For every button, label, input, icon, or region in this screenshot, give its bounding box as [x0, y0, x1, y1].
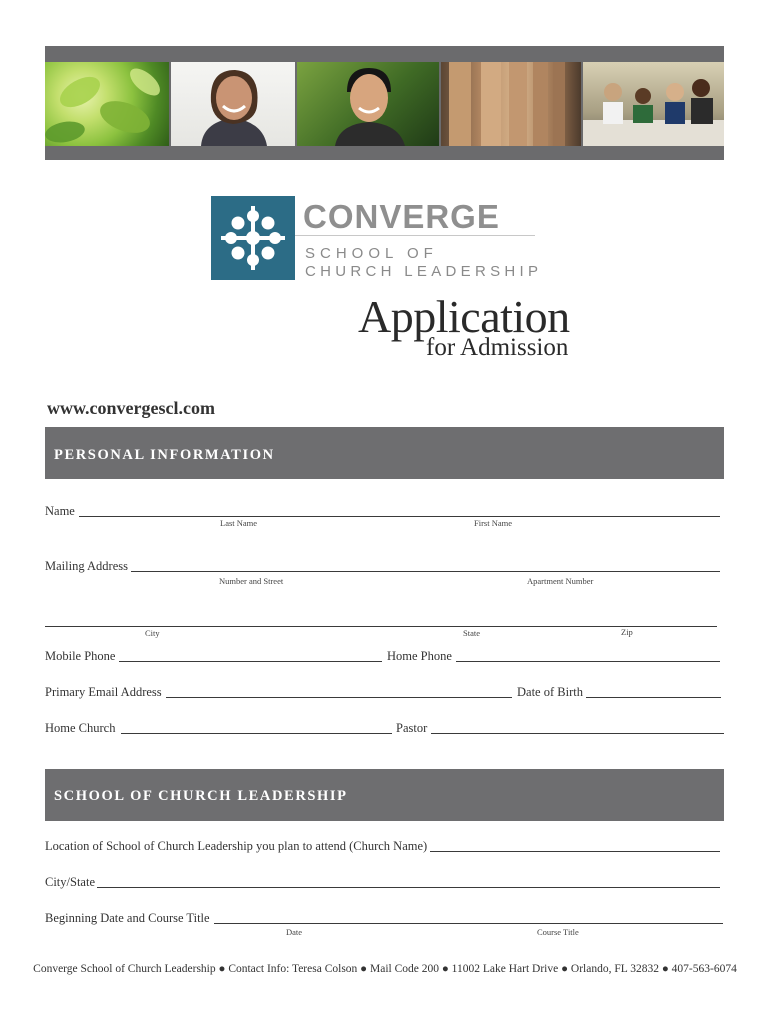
- first-name-caption: First Name: [474, 518, 513, 528]
- smiling-woman-photo: [171, 62, 295, 146]
- mailing-address-label: Mailing Address: [45, 559, 128, 573]
- zip-caption: Zip: [621, 627, 633, 637]
- date-of-birth-label: Date of Birth: [517, 685, 583, 699]
- date-of-birth-field[interactable]: [586, 697, 721, 698]
- mobile-phone-label: Mobile Phone: [45, 649, 116, 663]
- name-label: Name: [45, 504, 75, 518]
- location-field[interactable]: [430, 851, 720, 852]
- home-church-label: Home Church: [45, 721, 116, 735]
- email-field[interactable]: [166, 697, 512, 698]
- logo-subtitle-line2: CHURCH LEADERSHIP: [305, 263, 543, 280]
- city-caption: City: [145, 628, 160, 638]
- converge-logo-icon: [211, 196, 295, 280]
- columns-photo: [441, 62, 581, 146]
- name-field[interactable]: [79, 516, 720, 517]
- mailing-address-field[interactable]: [131, 571, 720, 572]
- number-street-caption: Number and Street: [219, 576, 284, 586]
- smiling-man-photo: [297, 62, 439, 146]
- location-label: Location of School of Church Leadership you plan to attend (Church Name): [45, 839, 428, 853]
- logo-name: CONVERGE: [303, 198, 500, 235]
- school-of-church-leadership-header: [45, 769, 724, 821]
- website-url: www.convergescl.com: [47, 398, 215, 418]
- page-subtitle: for Admission: [426, 334, 569, 361]
- pastor-label: Pastor: [396, 721, 428, 735]
- mobile-phone-field[interactable]: [119, 661, 382, 662]
- beginning-date-course-label: Beginning Date and Course Title: [45, 911, 210, 925]
- course-title-caption: Course Title: [537, 927, 579, 937]
- home-phone-field[interactable]: [456, 661, 720, 662]
- logo-divider: [295, 235, 535, 236]
- state-caption: State: [463, 628, 480, 638]
- beginning-date-course-field[interactable]: [214, 923, 723, 924]
- email-label: Primary Email Address: [45, 685, 162, 699]
- city-state-label: City/State: [45, 875, 95, 889]
- section-heading: PERSONAL INFORMATION: [54, 447, 275, 463]
- date-caption: Date: [286, 927, 303, 937]
- city-state-zip-field[interactable]: [45, 626, 717, 627]
- section-heading: SCHOOL OF CHURCH LEADERSHIP: [54, 788, 348, 804]
- city-state-field[interactable]: [97, 887, 720, 888]
- footer-contact-info: Converge School of Church Leadership ● Contact Info: Teresa Colson ● Mail Code 200 ● 11002 Lake Hart Drive ● Orlando, FL 32832 ● 407-563-6074: [33, 963, 737, 975]
- leaves-photo: [45, 62, 169, 146]
- personal-information-header: [45, 427, 724, 479]
- home-phone-label: Home Phone: [387, 649, 452, 663]
- last-name-caption: Last Name: [220, 518, 258, 528]
- logo-subtitle-line1: SCHOOL OF: [305, 245, 438, 262]
- header-banner: [45, 46, 724, 160]
- students-photo: [583, 62, 724, 146]
- page-title: Application: [358, 291, 570, 342]
- home-church-field[interactable]: [121, 733, 392, 734]
- apartment-number-caption: Apartment Number: [527, 576, 594, 586]
- pastor-field[interactable]: [431, 733, 724, 734]
